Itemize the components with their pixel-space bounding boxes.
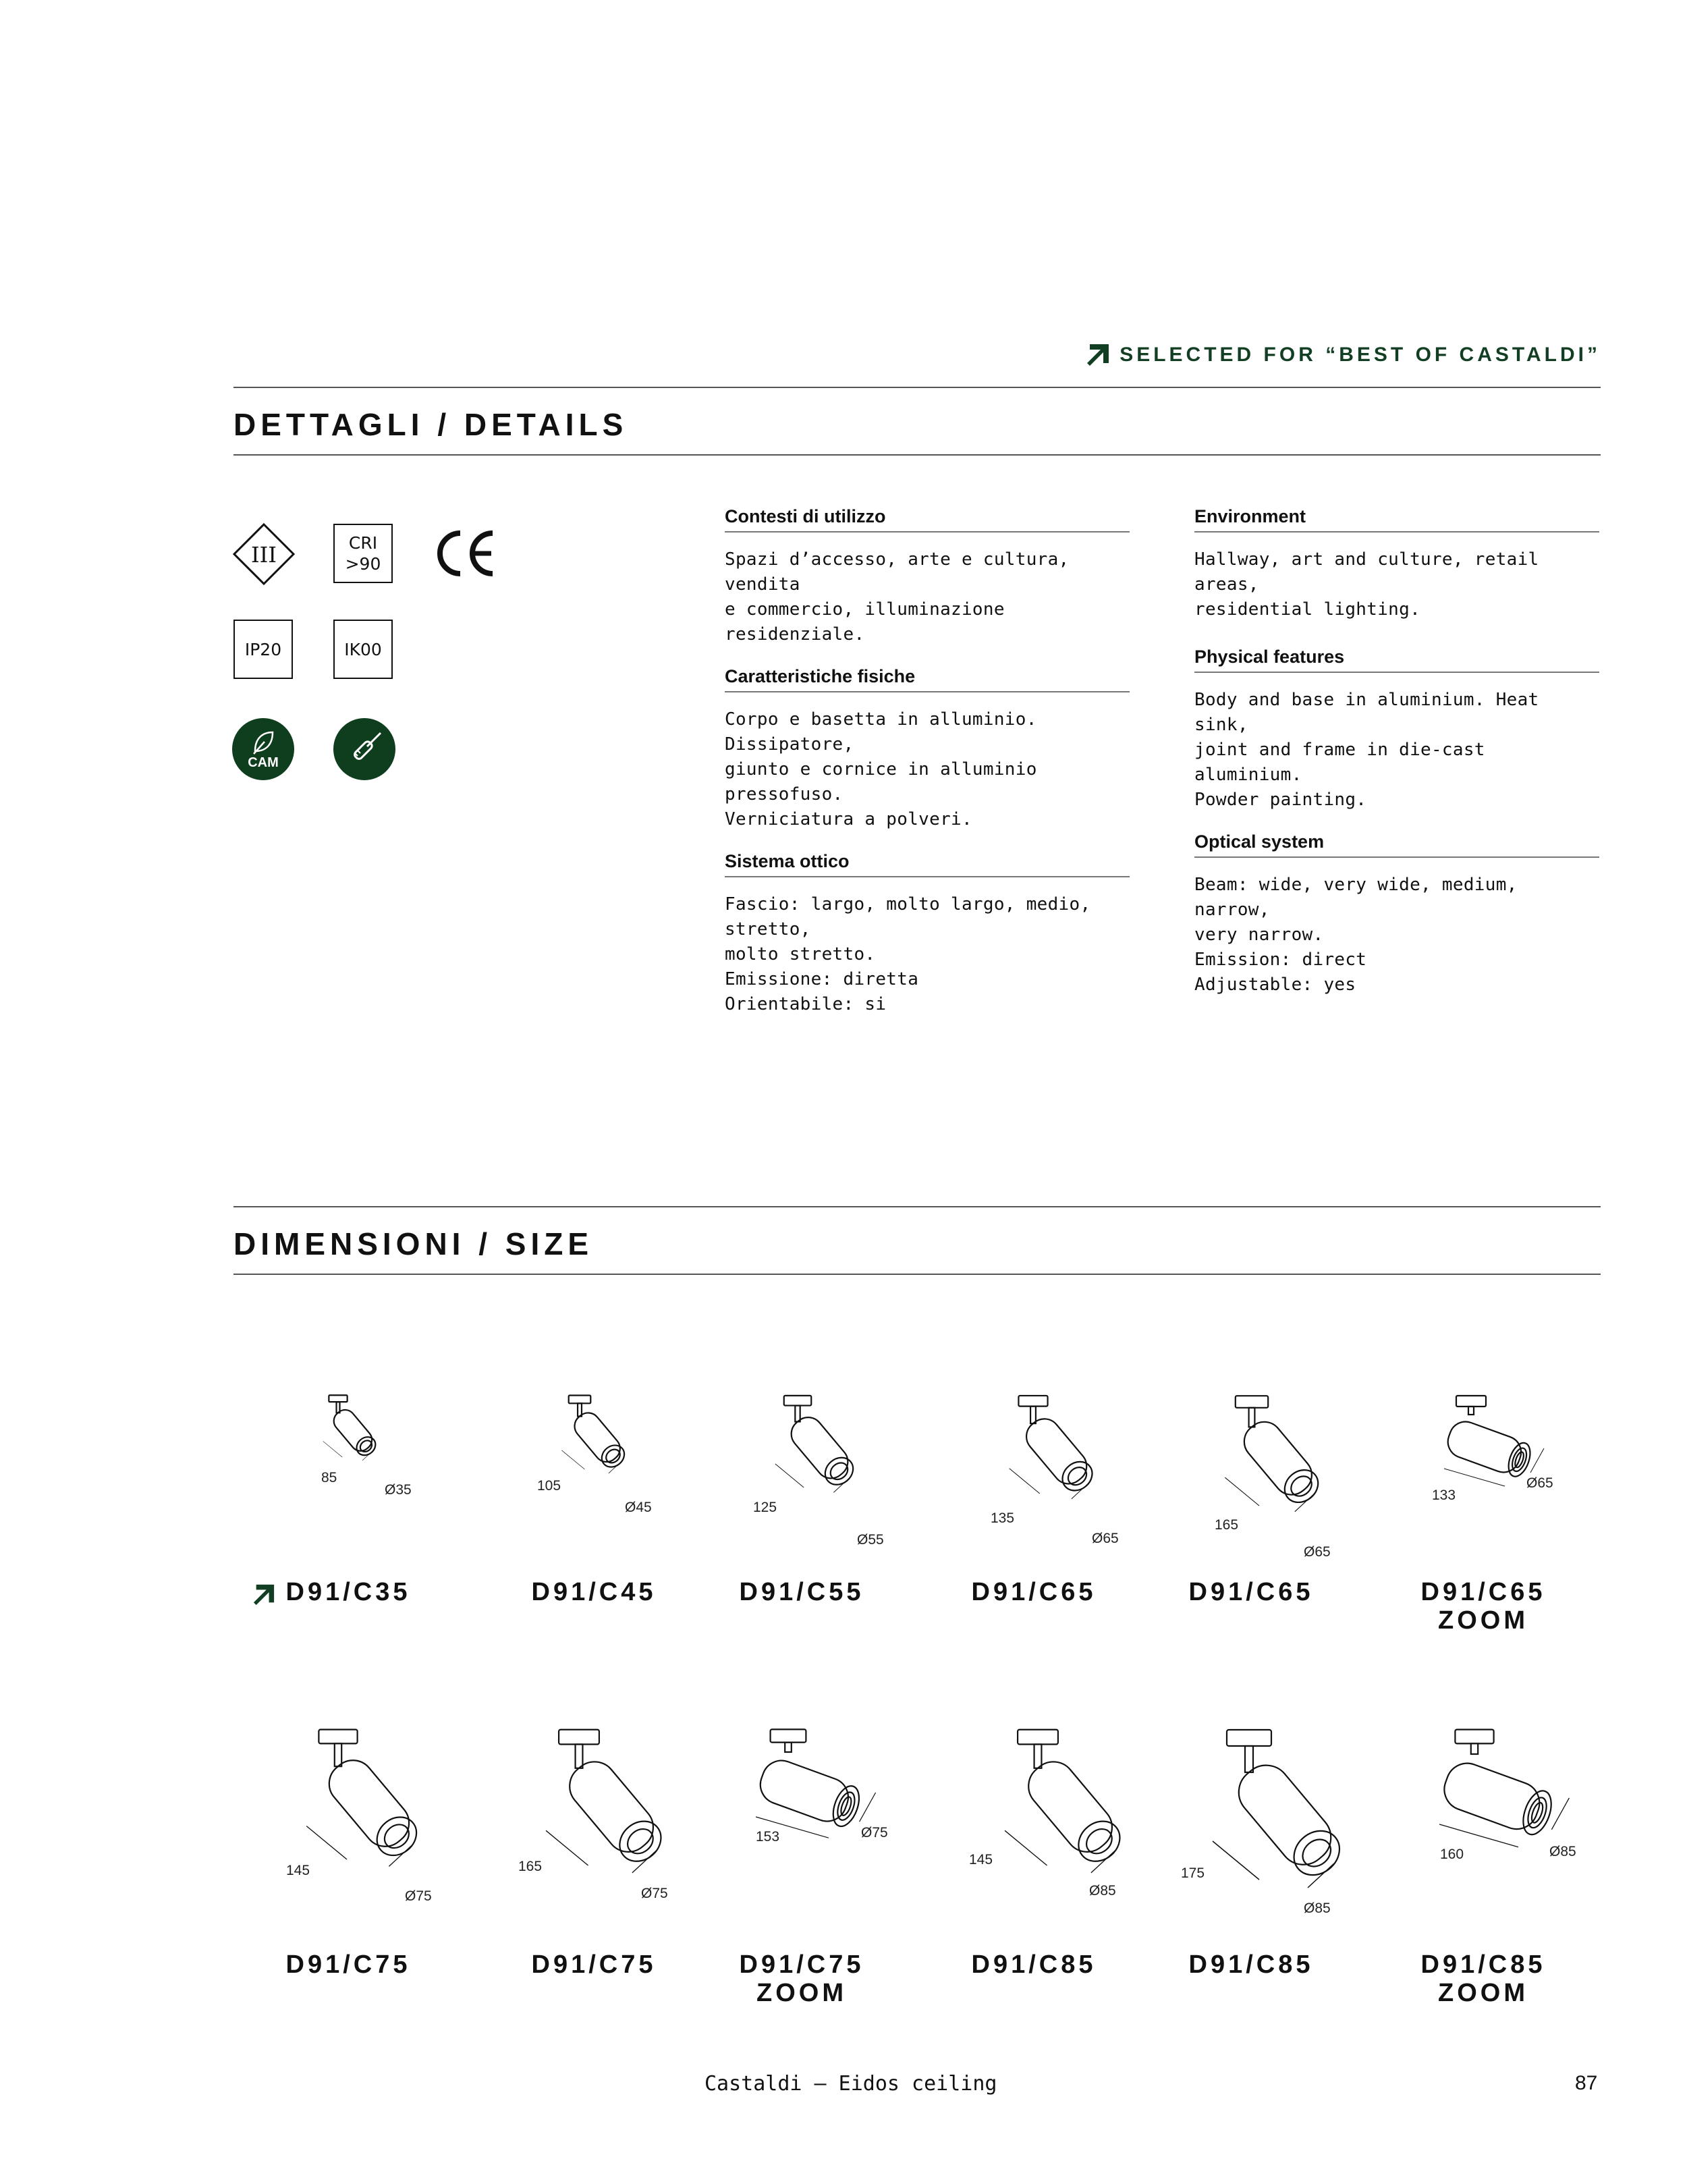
model-name xyxy=(267,1578,429,1606)
lamp-svg xyxy=(294,1728,470,1903)
length-dimension: 165 xyxy=(518,1859,543,1874)
text-line: Beam: wide, very wide, medium, narrow, xyxy=(1194,875,1518,920)
diameter-dimension: Ø65 xyxy=(1304,1544,1331,1560)
lamp-svg xyxy=(1198,1728,1401,1930)
model-line: D91/C75 xyxy=(739,1950,864,1979)
divider xyxy=(233,1206,1601,1207)
best-of-badge xyxy=(1086,343,1601,367)
cri-icon xyxy=(333,524,393,583)
page-number: 87 xyxy=(1575,2072,1598,2094)
divider xyxy=(233,387,1601,388)
model-name xyxy=(513,1578,675,1606)
text-line: giunto e cornice in alluminio pressofuso. xyxy=(725,759,1037,804)
length-dimension: 175 xyxy=(1181,1865,1205,1881)
en-physical-text xyxy=(1194,688,1599,813)
model-line: D91/C75 xyxy=(285,1950,411,1979)
model-line: ZOOM xyxy=(756,1979,847,2007)
ce-mark-icon xyxy=(432,528,497,579)
length-dimension: 135 xyxy=(991,1510,1015,1526)
text-line: molto stretto. xyxy=(725,944,876,964)
length-dimension: 145 xyxy=(969,1852,993,1867)
badge-text: SELECTED FOR “BEST OF CASTALDI” xyxy=(1119,344,1601,366)
en-physical-heading: Physical features xyxy=(1194,647,1599,673)
divider xyxy=(233,454,1601,456)
it-optical-heading: Sistema ottico xyxy=(725,851,1130,877)
text-line: Verniciatura a polveri. xyxy=(725,809,972,829)
lamp-svg xyxy=(533,1728,717,1911)
details-italian-column xyxy=(725,506,1130,1036)
model-name xyxy=(721,1578,883,1606)
length-dimension: 105 xyxy=(537,1478,561,1494)
text-line: Body and base in aluminium. Heat sink, xyxy=(1194,690,1539,735)
model-line: D91/C85 xyxy=(1420,1950,1546,1979)
it-physical-text xyxy=(725,707,1130,832)
ik00-icon xyxy=(333,620,393,679)
it-physical-heading: Caratteristiche fisiche xyxy=(725,666,1130,692)
text-line: e commercio, illuminazione residenziale. xyxy=(725,599,1005,645)
model-name xyxy=(953,1578,1115,1606)
arrow-up-right-icon xyxy=(1086,343,1110,367)
model-name xyxy=(1402,1950,1564,2007)
lamp-svg xyxy=(1000,1394,1132,1527)
text-line: Hallway, art and culture, retail areas, xyxy=(1194,549,1539,595)
model-line: ZOOM xyxy=(1438,1979,1528,2007)
model-line: D91/C75 xyxy=(531,1950,657,1979)
length-dimension: 133 xyxy=(1432,1487,1456,1503)
en-optical-text xyxy=(1194,873,1599,998)
it-optical-text xyxy=(725,892,1130,1017)
text-line: Adjustable: yes xyxy=(1194,975,1356,995)
length-dimension: 153 xyxy=(756,1829,780,1845)
lamp-svg xyxy=(555,1394,655,1494)
diameter-dimension: Ø85 xyxy=(1089,1883,1116,1899)
diameter-dimension: Ø75 xyxy=(641,1886,668,1901)
details-english-column xyxy=(1194,506,1599,1016)
diameter-dimension: Ø85 xyxy=(1549,1844,1576,1859)
text-line: Fascio: largo, molto largo, medio, stretto, xyxy=(725,894,1091,939)
cri-label: CRI xyxy=(348,533,378,553)
divider xyxy=(233,1274,1601,1275)
en-optical-heading: Optical system xyxy=(1194,831,1599,858)
model-line: D91/C85 xyxy=(971,1950,1097,1979)
text-line: joint and frame in die-cast aluminium. xyxy=(1194,740,1485,785)
diameter-dimension: Ø45 xyxy=(625,1500,652,1515)
text-line: Emission: direct xyxy=(1194,950,1367,970)
text-line: Orientabile: si xyxy=(725,994,887,1014)
en-environment-text xyxy=(1194,547,1599,622)
footer-title: Castaldi — Eidos ceiling xyxy=(704,2072,997,2096)
cam-leaf-icon xyxy=(232,718,294,780)
lamp-svg xyxy=(992,1728,1176,1911)
diameter-dimension: Ø65 xyxy=(1092,1531,1119,1546)
model-line: D91/C65 xyxy=(1420,1578,1546,1606)
diameter-dimension: Ø55 xyxy=(857,1532,884,1548)
en-environment-heading: Environment xyxy=(1194,506,1599,533)
lamp-svg xyxy=(1431,1728,1606,1903)
class-iii-icon xyxy=(232,522,296,586)
cri-value: >90 xyxy=(345,554,381,574)
model-line: D91/C85 xyxy=(1188,1950,1314,1979)
lamp-svg xyxy=(748,1728,910,1890)
lamp-svg xyxy=(317,1394,401,1478)
text-line: Corpo e basetta in alluminio. Dissipatore, xyxy=(725,709,1037,755)
model-line: D91/C65 xyxy=(1188,1578,1314,1606)
diameter-dimension: Ø75 xyxy=(861,1825,888,1840)
lamp-svg xyxy=(767,1394,891,1519)
model-line: D91/C65 xyxy=(971,1578,1097,1606)
cam-label: CAM xyxy=(248,755,279,770)
model-name xyxy=(721,1950,883,2007)
text-line: very narrow. xyxy=(1194,925,1324,945)
model-line: ZOOM xyxy=(1438,1606,1528,1635)
screwdriver-icon xyxy=(333,718,395,780)
length-dimension: 145 xyxy=(286,1863,310,1878)
diameter-dimension: Ø65 xyxy=(1526,1475,1553,1491)
ip-rating: IP20 xyxy=(244,639,282,659)
length-dimension: 165 xyxy=(1215,1517,1239,1533)
model-line: D91/C55 xyxy=(739,1578,864,1606)
lamp-svg xyxy=(1437,1394,1572,1529)
text-line: Powder painting. xyxy=(1194,790,1367,810)
length-dimension: 160 xyxy=(1440,1847,1464,1862)
model-name xyxy=(267,1950,429,1979)
text-line: Spazi d’accesso, arte e cultura, vendita xyxy=(725,549,1070,595)
ip20-icon xyxy=(233,620,293,679)
ik-rating: IK00 xyxy=(344,639,382,659)
model-line: D91/C45 xyxy=(531,1578,657,1606)
it-usage-text xyxy=(725,547,1130,647)
model-name xyxy=(1170,1950,1332,1979)
size-title: DIMENSIONI / SIZE xyxy=(233,1226,594,1261)
diameter-dimension: Ø35 xyxy=(385,1482,412,1498)
model-name xyxy=(1170,1578,1332,1606)
details-title: DETTAGLI / DETAILS xyxy=(233,407,628,442)
it-usage-heading: Contesti di utilizzo xyxy=(725,506,1130,533)
diameter-dimension: Ø85 xyxy=(1304,1901,1331,1916)
length-dimension: 85 xyxy=(321,1470,337,1485)
class-iii-label: III xyxy=(251,542,277,568)
model-name xyxy=(1402,1578,1564,1635)
model-name xyxy=(953,1950,1115,1979)
model-name xyxy=(513,1950,675,1979)
text-line: Emissione: diretta xyxy=(725,969,919,989)
length-dimension: 125 xyxy=(753,1500,777,1515)
diameter-dimension: Ø75 xyxy=(405,1888,432,1904)
text-line: residential lighting. xyxy=(1194,599,1421,620)
model-line: D91/C35 xyxy=(285,1578,411,1606)
